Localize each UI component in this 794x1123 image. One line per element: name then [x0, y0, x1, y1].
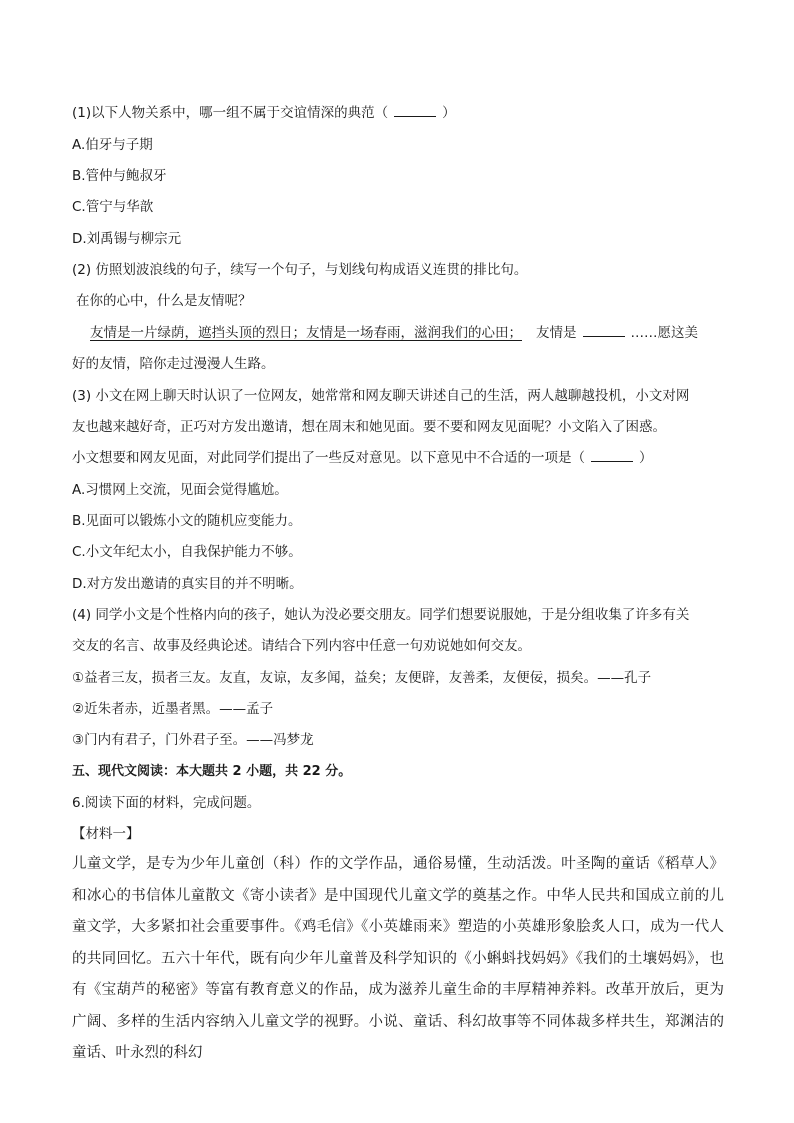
- q2-underlined-sentence: 友情是一片绿荫，遮挡头顶的烈日；友情是一场春雨，滋润我们的心田；: [90, 325, 522, 341]
- material-paragraph: 儿童文学，是专为少年儿童创（科）作的文学作品，通俗易懂，生动活泼。叶圣陶的童话《稻草人》和冰心的书信体儿童散文《寄小读者》是中国现代儿童文学的奠基之作。中华人民共和国成立前的儿童文学，大多紧扣社会重要事件。《鸡毛信》《小英雄雨来》塑造的小英雄形象脍炙人口，成为一代人的共同回忆。五六十年代，既有向少年儿童普及科学知识的《小蝌蚪找妈妈》《我们的土壤妈妈》，也有《宝葫芦的秘密》等富有教育意义的作品，成为滋养儿童生命的丰厚精神养料。改革开放后，更为广阔、多样的生活内容纳入儿童文学的视野。小说、童话、科幻故事等不同体裁多样共生，郑渊洁的童话、叶永烈的科幻: [72, 856, 724, 1061]
- q1-option-b: B.管仲与鲍叔牙: [72, 168, 167, 184]
- q2-continuation-end: ……愿这美: [630, 325, 698, 341]
- q3-line1: (3) 小文在网上聊天时认识了一位网友，她常常和网友聊天讲述自己的生活，两人越聊越投机，小文对网: [72, 388, 690, 404]
- q3-stem: [72, 449, 653, 467]
- section-heading: 五、现代文阅读：本大题共 2 小题，共 22 分。: [72, 764, 352, 779]
- q3-option-c: C.小文年纪太小，自我保护能力不够。: [72, 544, 302, 560]
- q1-stem-close: ）: [442, 105, 456, 121]
- material-heading: 【材料一】: [72, 826, 140, 842]
- q1-option-d: D.刘禹锡与柳宗元: [72, 231, 182, 247]
- q1-option-c: C.管宁与华歆: [72, 199, 154, 215]
- q2-continuation-start: 友情是: [536, 325, 577, 341]
- q3-option-d: D.对方发出邀请的真实目的并不明晰。: [72, 576, 303, 592]
- q1-stem: [72, 104, 456, 122]
- q4-quote-2: ②近朱者赤，近墨者黑。——孟子: [72, 701, 274, 717]
- answer-blank-q3[interactable]: [591, 449, 633, 462]
- q3-option-a: A.习惯网上交流，见面会觉得尴尬。: [72, 482, 288, 498]
- q1-option-a: A.伯牙与子期: [72, 137, 153, 153]
- q4-quote-3: ③门内有君子，门外君子至。——冯梦龙: [72, 732, 314, 748]
- answer-blank-q1[interactable]: [394, 104, 436, 117]
- q2-stem: (2) 仿照划波浪线的句子，续写一个句子，与划线句构成语义连贯的排比句。: [72, 262, 528, 278]
- q3-line2: 友也越来越好奇，正巧对方发出邀请，想在周末和她见面。要不要和网友见面呢？小文陷入了困惑。: [72, 419, 666, 435]
- q1-stem-text: (1)以下人物关系中，哪一组不属于交谊情深的典范（: [72, 105, 389, 121]
- q2-sentence: [76, 324, 698, 342]
- q3-stem-text: 小文想要和网友见面，对此同学们提出了一些反对意见。以下意见中不合适的一项是（: [72, 450, 585, 466]
- question-6-stem: 6.阅读下面的材料，完成问题。: [72, 795, 261, 811]
- q2-prompt: 在你的心中，什么是友情呢？: [76, 293, 252, 309]
- q4-quote-1: ①益者三友，损者三友。友直，友谅，友多闻，益矣；友便辟，友善柔，友便佞，损矣。——孔子: [72, 670, 652, 686]
- q4-line2: 交友的名言、故事及经典论述。请结合下列内容中任意一句劝说她如何交友。: [72, 638, 531, 654]
- answer-blank-q2[interactable]: [583, 324, 625, 337]
- q3-stem-close: ）: [639, 450, 653, 466]
- q2-line2: 好的友情，陪你走过漫漫人生路。: [72, 356, 275, 372]
- q4-line1: (4) 同学小文是个性格内向的孩子，她认为没必要交朋友。同学们想要说服她，于是分组收集了许多有关: [72, 607, 690, 623]
- q3-option-b: B.见面可以锻炼小文的随机应变能力。: [72, 513, 302, 529]
